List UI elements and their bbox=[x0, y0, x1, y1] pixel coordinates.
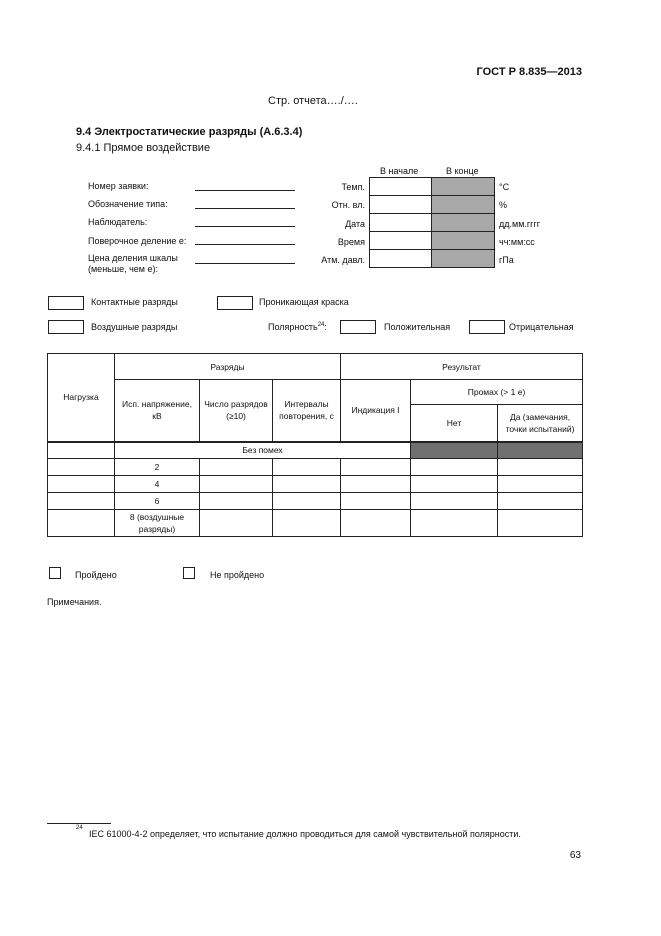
col-start-label: В начале bbox=[380, 166, 419, 176]
cond-start-date[interactable] bbox=[369, 213, 432, 232]
cond-unit-humidity: % bbox=[499, 200, 508, 210]
footnote-divider bbox=[47, 823, 111, 824]
failed-checkbox[interactable] bbox=[183, 567, 195, 579]
table-cell[interactable] bbox=[48, 459, 115, 476]
footnote-number: 24 bbox=[76, 825, 83, 831]
input-line-verification-division[interactable] bbox=[195, 244, 295, 245]
table-cell[interactable] bbox=[498, 459, 583, 476]
table-row bbox=[48, 493, 583, 510]
error-no-header: Нет bbox=[411, 405, 498, 442]
passed-checkbox[interactable] bbox=[49, 567, 61, 579]
cond-label-pressure: Атм. давл. bbox=[321, 255, 365, 265]
result-header: Результат bbox=[341, 354, 583, 380]
no-interference-label: Без помех bbox=[115, 442, 411, 459]
table-cell[interactable] bbox=[273, 459, 341, 476]
error-yes-header: Да (замечания, точки испытаний) bbox=[498, 405, 583, 442]
table-cell-shaded bbox=[411, 442, 498, 459]
table-cell[interactable] bbox=[498, 476, 583, 493]
positive-polarity-checkbox[interactable] bbox=[340, 320, 376, 334]
positive-polarity-label: Положительная bbox=[384, 322, 451, 332]
cond-end-date[interactable] bbox=[431, 213, 495, 232]
load-header: Нагрузка bbox=[48, 354, 115, 442]
negative-polarity-checkbox[interactable] bbox=[469, 320, 505, 334]
table-cell[interactable] bbox=[273, 510, 341, 537]
contact-discharge-checkbox[interactable] bbox=[48, 296, 84, 310]
table-cell[interactable] bbox=[48, 493, 115, 510]
table-cell[interactable] bbox=[48, 476, 115, 493]
penetrating-paint-label: Проникающая краска bbox=[259, 297, 349, 307]
air-discharge-label: Воздушные разряды bbox=[91, 322, 178, 332]
field-scale-interval: Цена деления шкалы (меньше, чем e): bbox=[88, 253, 178, 274]
table-cell-shaded bbox=[498, 442, 583, 459]
discharges-header: Разряды bbox=[115, 354, 341, 380]
cond-end-humidity[interactable] bbox=[431, 195, 495, 214]
polarity-label: Полярность$^{24}$: bbox=[268, 322, 327, 332]
intervals-header: Интервалы повторения, с bbox=[273, 380, 341, 442]
cond-unit-date: дд.мм.гггг bbox=[499, 219, 541, 229]
table-row bbox=[48, 442, 583, 459]
table-cell[interactable] bbox=[48, 510, 115, 537]
table-cell[interactable] bbox=[341, 510, 411, 537]
passed-label: Пройдено bbox=[75, 570, 117, 580]
table-cell[interactable] bbox=[200, 510, 273, 537]
error-header: Промах (> 1 e) bbox=[411, 380, 583, 405]
input-line-scale-interval[interactable] bbox=[195, 263, 295, 264]
cond-label-temp: Темп. bbox=[341, 182, 365, 192]
cond-start-temp[interactable] bbox=[369, 177, 432, 196]
field-observer: Наблюдатель: bbox=[88, 217, 148, 227]
standard-number: ГОСТ Р 8.835—2013 bbox=[476, 66, 582, 78]
page-number: 63 bbox=[569, 850, 581, 861]
table-cell[interactable] bbox=[200, 476, 273, 493]
num-discharges-header: Число разрядов (≥10) bbox=[200, 380, 273, 442]
field-request-number: Номер заявки: bbox=[88, 181, 149, 191]
cond-start-pressure[interactable] bbox=[369, 249, 432, 268]
cond-label-date: Дата bbox=[345, 219, 365, 229]
table-cell[interactable] bbox=[411, 493, 498, 510]
cond-end-time[interactable] bbox=[431, 231, 495, 250]
test-voltage-header: Исп. напряжение, кВ bbox=[115, 380, 200, 442]
table-row bbox=[48, 476, 583, 493]
cond-start-time[interactable] bbox=[369, 231, 432, 250]
report-page: Стр. отчета…./…. bbox=[268, 95, 358, 107]
table-cell[interactable] bbox=[200, 493, 273, 510]
voltage-cell: 2 bbox=[115, 459, 200, 476]
voltage-cell: 6 bbox=[115, 493, 200, 510]
air-discharge-checkbox[interactable] bbox=[48, 320, 84, 334]
field-type: Обозначение типа: bbox=[88, 199, 168, 209]
section-title: 9.4 Электростатические разряды (А.6.3.4) bbox=[76, 126, 303, 138]
field-verification-division: Поверочное деление e: bbox=[88, 236, 187, 246]
cond-end-temp[interactable] bbox=[431, 177, 495, 196]
table-cell[interactable] bbox=[48, 442, 115, 459]
cond-label-humidity: Отн. вл. bbox=[331, 200, 365, 210]
table-cell[interactable] bbox=[341, 493, 411, 510]
cond-unit-temp: °C bbox=[499, 182, 510, 192]
input-line-type[interactable] bbox=[195, 208, 295, 209]
table-cell[interactable] bbox=[411, 459, 498, 476]
polarity-text: Полярность bbox=[268, 322, 318, 332]
cond-start-humidity[interactable] bbox=[369, 195, 432, 214]
input-line-observer[interactable] bbox=[195, 226, 295, 227]
cond-end-pressure[interactable] bbox=[431, 249, 495, 268]
indication-header: Индикация I bbox=[341, 380, 411, 442]
section-subtitle: 9.4.1 Прямое воздействие bbox=[76, 142, 211, 154]
table-cell[interactable] bbox=[411, 476, 498, 493]
cond-unit-pressure: гПа bbox=[499, 255, 514, 265]
polarity-footnote-ref: 24 bbox=[317, 322, 325, 328]
table-cell[interactable] bbox=[411, 510, 498, 537]
table-row bbox=[48, 510, 583, 537]
negative-polarity-label: Отрицательная bbox=[509, 322, 574, 332]
penetrating-paint-checkbox[interactable] bbox=[217, 296, 253, 310]
table-cell[interactable] bbox=[273, 476, 341, 493]
table-cell[interactable] bbox=[498, 493, 583, 510]
input-line-request-number[interactable] bbox=[195, 190, 295, 191]
voltage-cell: 8 (воздушные разряды) bbox=[115, 510, 200, 537]
table-row bbox=[48, 459, 583, 476]
esd-results-table bbox=[47, 353, 583, 537]
failed-label: Не пройдено bbox=[210, 570, 265, 580]
notes-label: Примечания. bbox=[47, 597, 102, 607]
table-cell[interactable] bbox=[498, 510, 583, 537]
table-cell[interactable] bbox=[200, 459, 273, 476]
cond-label-time: Время bbox=[337, 237, 365, 247]
table-cell[interactable] bbox=[341, 459, 411, 476]
table-cell[interactable] bbox=[341, 476, 411, 493]
contact-discharge-label: Контактные разряды bbox=[91, 297, 178, 307]
cond-unit-time: чч:мм:сс bbox=[499, 237, 535, 247]
col-end-label: В конце bbox=[446, 166, 479, 176]
footnote-text: IEC 61000-4-2 определяет, что испытание должно проводиться для самой чувствительной полярности. bbox=[89, 829, 521, 839]
table-cell[interactable] bbox=[273, 493, 341, 510]
voltage-cell: 4 bbox=[115, 476, 200, 493]
